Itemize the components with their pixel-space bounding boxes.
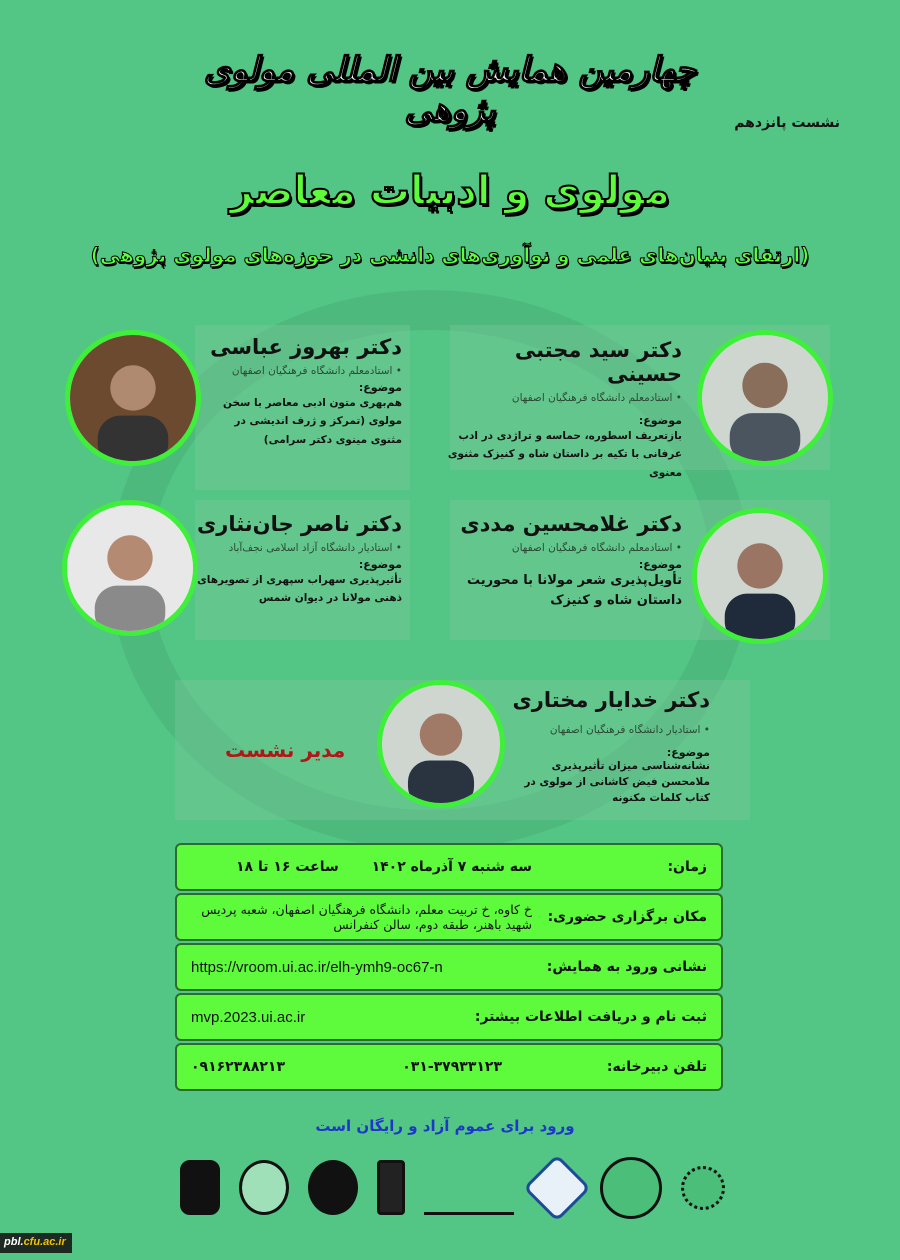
seal-logo [600,1157,662,1219]
speaker-affiliation: • استادمعلم دانشگاه فرهنگیان اصفهان [511,542,682,554]
speaker-affiliation: • استادمعلم دانشگاه فرهنگیان اصفهان [511,392,682,404]
speaker-photo [65,330,201,466]
phone-label: تلفن دبیرخانه: [606,1059,707,1075]
topic-label: موضوع: [638,414,682,427]
moderator-topic: نشانه‌شناسی میزان تأثیرپذیری ملامحسن فیض کاشانی از مولوی در کتاب کلمات مکنونه [524,760,710,804]
venue-address: خ کاوه، خ تربیت معلم، دانشگاه فرهنگیان اصفهان، شعبه پردیس شهید باهنر، طبقه دوم، سالن کنفرانس [201,902,532,932]
rosette-logo [308,1160,358,1215]
speaker-card [442,338,682,482]
url-label: نشانی ورود به همایش: [546,959,707,975]
speaker-topic: تأویل‌پذیری شعر مولانا با محوریت داستان شاه و کنیزک [466,573,682,608]
speaker-topic: تأثیرپذیری سهراب سپهری از تصویرهای ذهنی مولانا در دیوان شمس [197,574,402,605]
moderator-affiliation: • استادیار دانشگاه فرهنگیان اصفهان [549,724,710,736]
speaker-name: دکتر سید مجتبی حسینی [514,338,682,386]
speaker-topic: هم‌بهری متون ادبی معاصر با سخن مولوی (تمرکز و ژرف اندیشی در مثنوی مینوی دکتر سرامی) [223,397,402,446]
time-label: زمان: [667,859,707,875]
speaker-topic: بازتعریف اسطوره، حماسه و تراژدی در ادب عرفانی با تکیه بر داستان شاه و کنیزک مثنوی معنوی [447,430,682,479]
topic-label: موضوع: [638,558,682,571]
watermark-a: pbl. [4,1236,24,1248]
sponsor-logos [180,1155,725,1220]
info-phone [175,1043,723,1091]
speaker-card [202,335,402,449]
info-venue [175,893,723,941]
info-url [175,943,723,991]
free-entry-notice: ورود برای عموم آزاد و رایگان است [315,1117,575,1135]
session-number: نشست پانزدهم [734,115,840,131]
conference-title: چهارمین همایش بین المللی مولوی پژوهی [203,50,697,130]
speaker-name: دکتر بهروز عباسی [210,335,402,359]
speaker-photo [692,508,828,644]
event-hours: ساعت ۱۶ تا ۱۸ [236,859,339,875]
speaker-photo [62,500,198,636]
registration-label: ثبت نام و دریافت اطلاعات بیشتر: [474,1009,707,1025]
page-title: مولوی و ادبیات معاصر [230,168,670,214]
speaker-affiliation: • استادمعلم دانشگاه فرهنگیان اصفهان [231,365,402,377]
event-date: سه شنبه ۷ آذرماه ۱۴۰۲ [371,859,532,875]
speaker-card [197,512,402,608]
speaker-name: دکتر غلامحسین مددی [460,512,682,536]
star-emblem-logo [523,1154,591,1222]
moderator-role: مدیر نشست [225,738,346,762]
info-time [175,843,723,891]
flower-logo [681,1166,725,1210]
moderator-name: دکتر خدایار مختاری [512,688,710,712]
page-subtitle: (ارتقای بنیان‌های علمی و نوآوری‌های دانشی در حوزه‌های مولوی پژوهی) [90,243,810,267]
watermark-b: cfu.ac.ir [23,1236,66,1248]
phone-number: ۰۳۱-۳۷۹۳۳۱۲۳ [402,1059,502,1075]
speaker-affiliation: • استادیار دانشگاه آزاد اسلامی نجف‌آباد [228,542,402,554]
venue-label: مکان برگزاری حضوری: [547,909,707,925]
info-registration [175,993,723,1041]
speaker-photo [697,330,833,466]
topic-label: موضوع: [358,558,402,571]
isfahan-university-logo [239,1160,289,1215]
moderator-photo [377,680,505,808]
moderator-card [500,688,710,806]
research-fund-logo [424,1160,514,1215]
speaker-name: دکتر ناصر جان‌نثاری [197,512,402,536]
mobile-number: ۰۹۱۶۲۳۸۸۲۱۳ [191,1059,285,1075]
registration-link[interactable]: mvp.2023.ui.ac.ir [191,1008,306,1026]
speaker-card [452,512,682,610]
topic-label: موضوع: [666,746,710,759]
farhangian-logo [180,1160,220,1215]
figure-logo [377,1160,405,1215]
conference-link[interactable]: https://vroom.ui.ac.ir/elh-ymh9-oc67-n [191,958,443,976]
topic-label: موضوع: [358,381,402,394]
watermark [0,1233,72,1253]
